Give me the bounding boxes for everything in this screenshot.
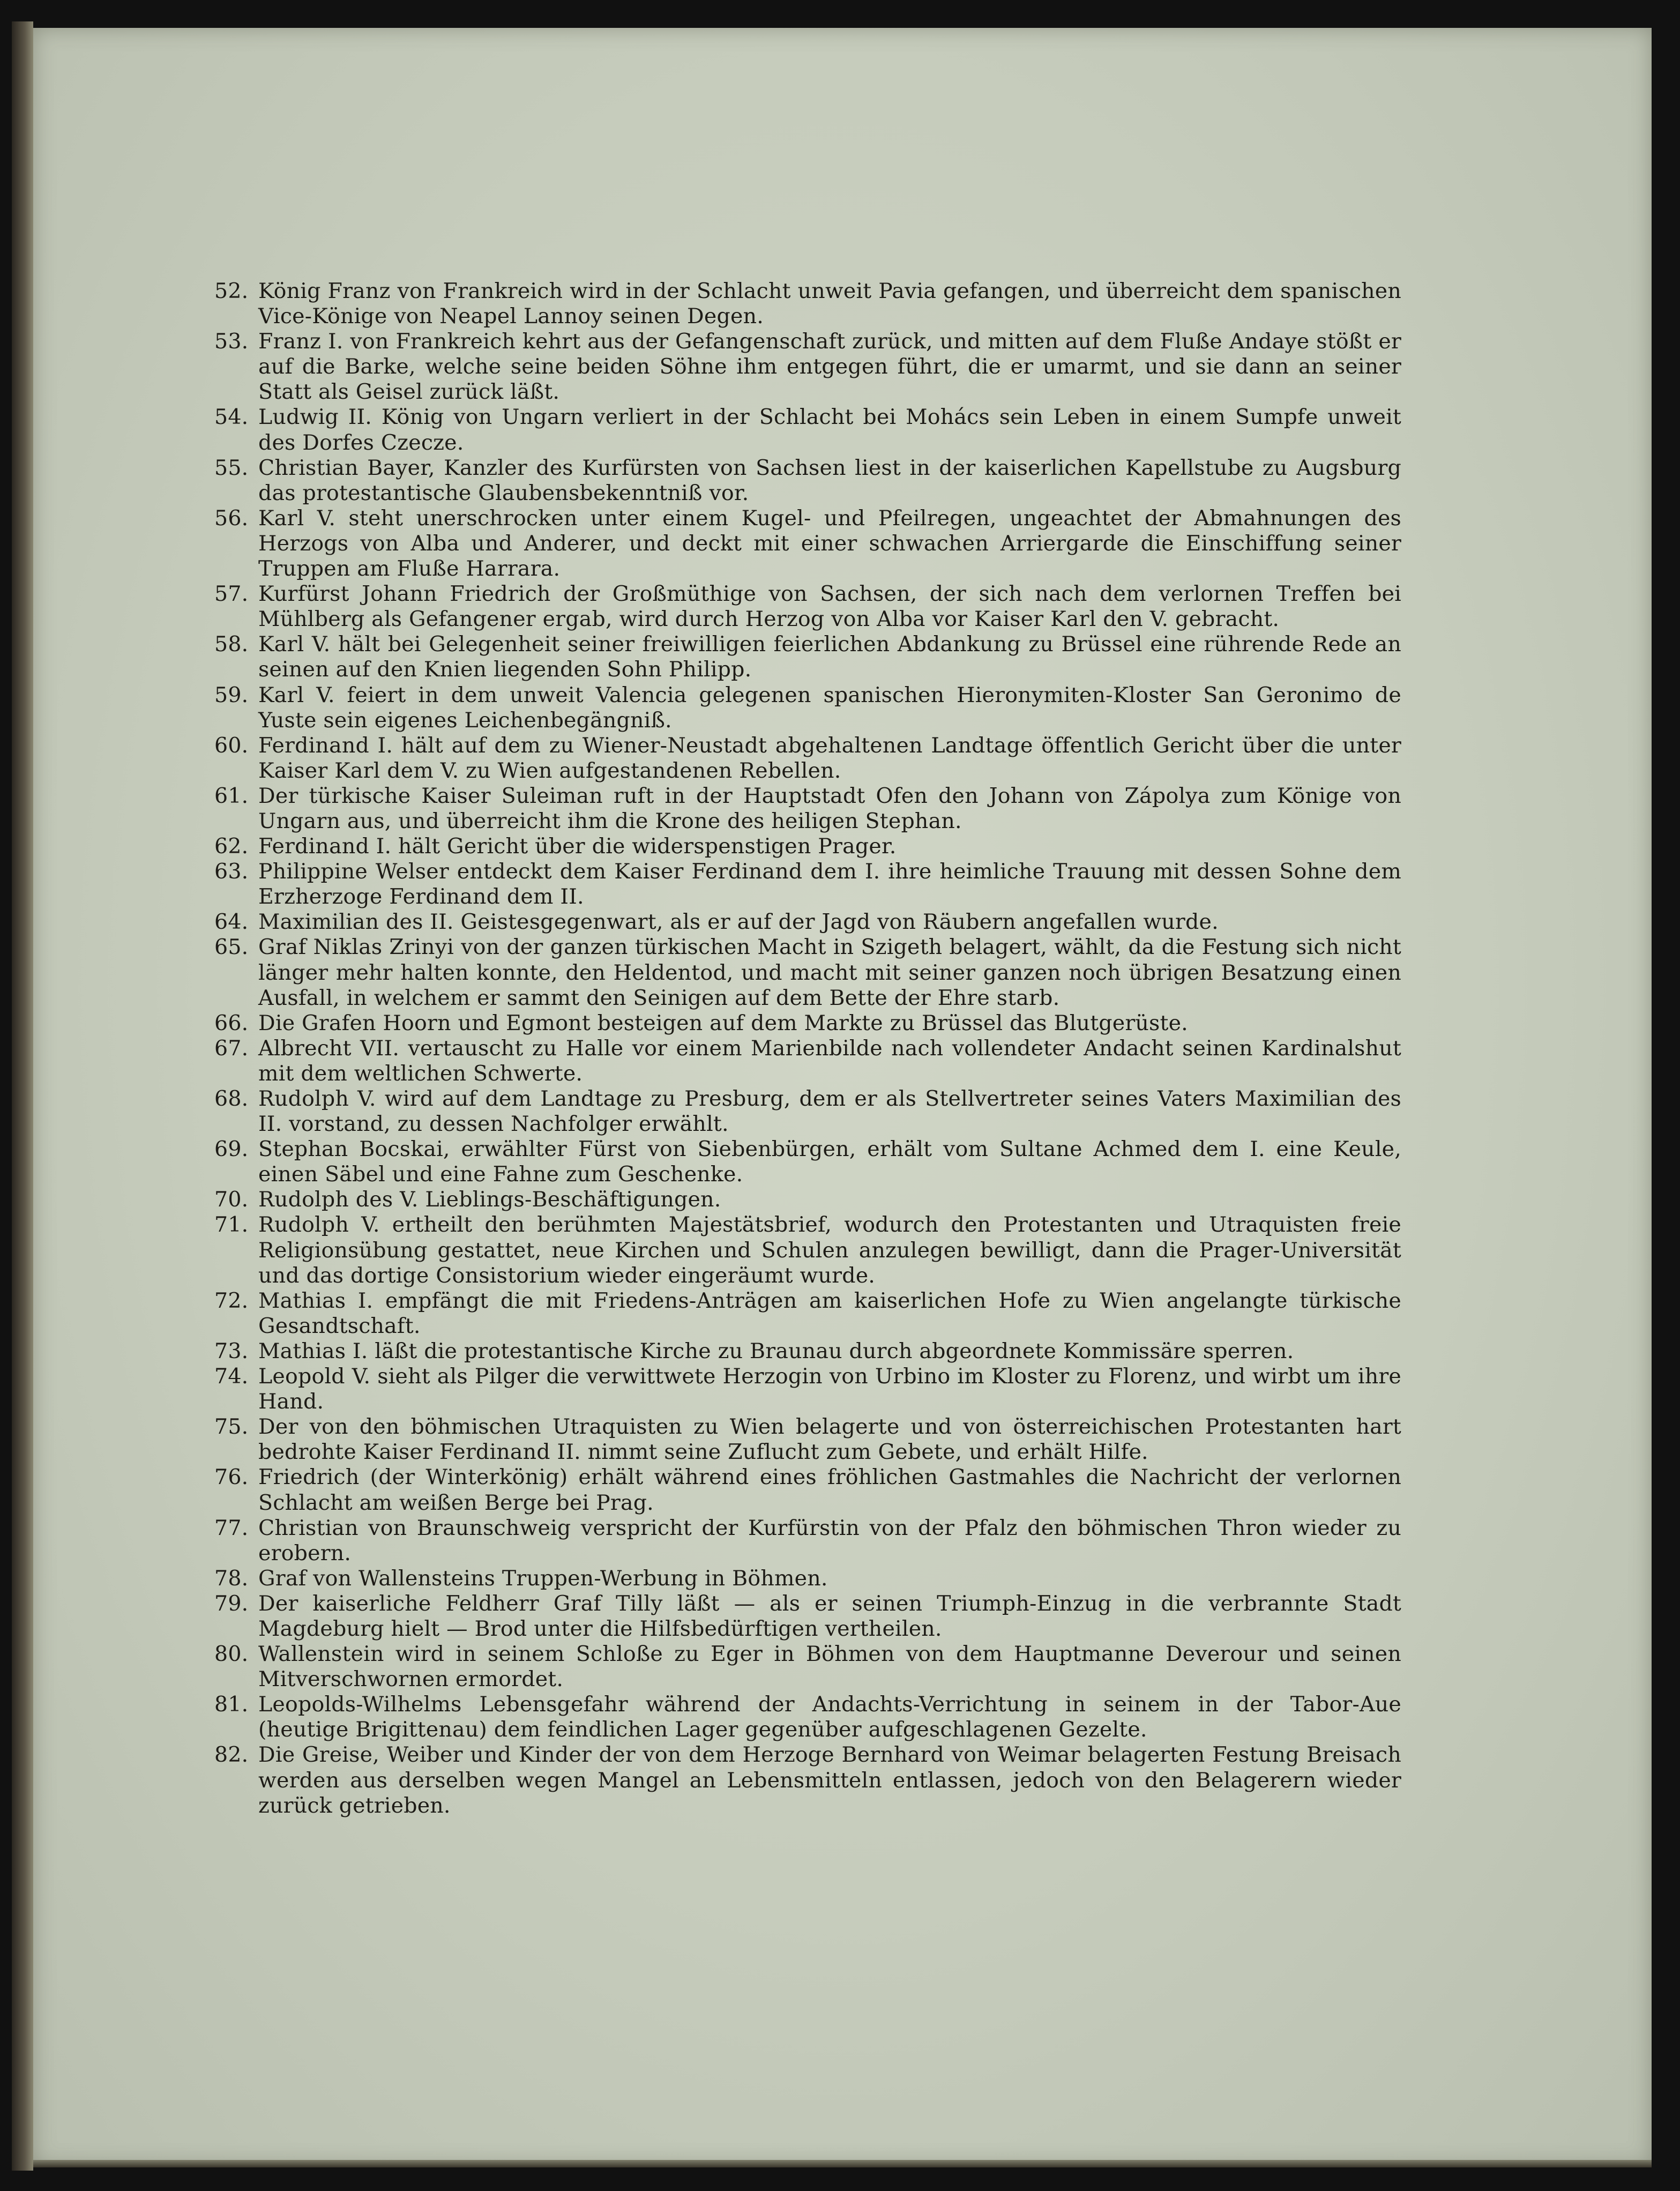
list-item [214, 784, 1401, 834]
entry-text: Graf von Wallensteins Truppen-Werbung in Böhmen. [258, 1566, 828, 1591]
list-item [214, 1566, 1401, 1591]
list-item [214, 1465, 1401, 1515]
entry-number: 62. [214, 834, 249, 859]
list-item [214, 733, 1401, 784]
entry-number: 78. [214, 1566, 249, 1591]
entry-text: Die Grafen Hoorn und Egmont besteigen auf dem Markte zu Brüssel das Blutgerüste. [258, 1010, 1188, 1035]
page-binding-edge [12, 21, 33, 2171]
list-item [214, 1364, 1401, 1414]
list-item [214, 910, 1401, 935]
entry-list [214, 279, 1401, 1819]
list-item [214, 1137, 1401, 1187]
entry-number: 74. [214, 1364, 249, 1389]
list-item [214, 632, 1401, 682]
list-item [214, 1692, 1401, 1742]
list-item [214, 859, 1401, 910]
entry-number: 79. [214, 1591, 249, 1616]
entry-text: Karl V. feiert in dem unweit Valencia gelegenen spanischen Hieronymiten-Kloster San Geronimo de Yuste sein eigenes Leichenbegängniß. [258, 682, 1401, 733]
entry-number: 57. [214, 582, 249, 607]
entry-text: Rudolph des V. Lieblings-Beschäftigungen. [258, 1187, 721, 1212]
list-item [214, 1642, 1401, 1692]
entry-number: 59. [214, 682, 249, 707]
entry-number: 61. [214, 783, 249, 808]
entry-number: 69. [214, 1137, 249, 1162]
entry-text: Der von den böhmischen Utraquisten zu Wien belagerte und von österreichischen Protestanten hart bedrohte Kaiser Ferdinand II. nimmt seine Zuflucht zum Gebete, und erhält Hilfe. [258, 1414, 1401, 1465]
entry-text: Leopold V. sieht als Pilger die verwittwete Herzogin von Urbino im Kloster zu Florenz, und wirbt um ihre Hand. [258, 1364, 1401, 1414]
list-item [214, 1288, 1401, 1339]
entry-text: Karl V. hält bei Gelegenheit seiner freiwilligen feierlichen Abdankung zu Brüssel eine rührende Rede an seinen auf den Knien liegenden Sohn Philipp. [258, 632, 1401, 682]
entry-text: Friedrich (der Winterkönig) erhält während eines fröhlichen Gastmahles die Nachricht der verlornen Schlacht am weißen Berge bei Prag. [258, 1465, 1401, 1515]
entry-number: 82. [214, 1742, 249, 1768]
entry-number: 77. [214, 1515, 249, 1540]
entry-number: 80. [214, 1642, 249, 1667]
entry-number: 56. [214, 505, 249, 531]
entry-text: Der kaiserliche Feldherr Graf Tilly läßt — als er seinen Triumph-Einzug in die verbrannte Stadt Magdeburg hielt — Brod unter die Hilfsbedürftigen vertheilen. [258, 1591, 1401, 1641]
list-item [214, 279, 1401, 329]
entry-number: 70. [214, 1187, 249, 1212]
entry-number: 64. [214, 910, 249, 935]
entry-text: Franz I. von Frankreich kehrt aus der Gefangenschaft zurück, und mitten auf dem Fluße Andaye stößt er auf die Barke, welche seine beiden Söhne ihm entgegen führt, die er umarmt, und sie dann an seiner Statt als Geisel zurück läßt. [258, 329, 1401, 405]
list-item [214, 1516, 1401, 1566]
entry-text: Der türkische Kaiser Suleiman ruft in der Hauptstadt Ofen den Johann von Zápolya zum Könige von Ungarn aus, und überreicht ihm die Krone des heiligen Stephan. [258, 783, 1401, 833]
entry-number: 68. [214, 1086, 249, 1111]
list-item [214, 329, 1401, 405]
entry-text: Karl V. steht unerschrocken unter einem Kugel- und Pfeilregen, ungeachtet der Abmahnungen des Herzogs von Alba und Anderer, und deckt mit einer schwachen Arriergarde die Einschiffung seiner Truppen am Fluße Harrara. [258, 505, 1401, 582]
list-item [214, 1339, 1401, 1364]
list-item [214, 1187, 1401, 1212]
list-item [214, 1212, 1401, 1288]
entry-number: 52. [214, 279, 249, 303]
entry-number: 58. [214, 632, 249, 657]
entry-text: Mathias I. empfängt die mit Friedens-Anträgen am kaiserlichen Hofe zu Wien angelangte türkische Gesandtschaft. [258, 1288, 1401, 1338]
list-item [214, 683, 1401, 733]
entry-number: 76. [214, 1465, 249, 1490]
page-bottom-edge [33, 2160, 1652, 2167]
entry-number: 54. [214, 405, 249, 430]
list-item [214, 1414, 1401, 1465]
entry-number: 66. [214, 1010, 249, 1035]
list-item [214, 1742, 1401, 1818]
entry-number: 71. [214, 1212, 249, 1238]
entry-text: Philippine Welser entdeckt dem Kaiser Ferdinand dem I. ihre heimliche Trauung mit dessen Sohne dem Erzherzoge Ferdinand dem II. [258, 859, 1401, 910]
list-item [214, 506, 1401, 582]
list-item [214, 1591, 1401, 1642]
entry-text: Rudolph V. ertheilt den berühmten Majestätsbrief, wodurch den Protestanten und Utraquisten freie Religionsübung gestattet, neue Kirchen und Schulen anzulegen bewilligt, dann die Prager-Universität und das dortige Consistorium wieder eingeräumt wurde. [258, 1212, 1401, 1288]
entry-number: 55. [214, 455, 249, 480]
entry-text: Ferdinand I. hält auf dem zu Wiener-Neustadt abgehaltenen Landtage öffentlich Gericht über die unter Kaiser Karl dem V. zu Wien aufgestandenen Rebellen. [258, 733, 1401, 783]
entry-text: Leopolds-Wilhelms Lebensgefahr während der Andachts-Verrichtung in seinem in der Tabor-Aue (heutige Brigittenau) dem feindlichen Lager gegenüber aufgeschlagenen Gezelte. [258, 1692, 1401, 1742]
entry-text: Christian von Braunschweig verspricht der Kurfürstin von der Pfalz den böhmischen Thron wieder zu erobern. [258, 1515, 1401, 1566]
list-item [214, 1086, 1401, 1137]
entry-number: 53. [214, 329, 249, 354]
entry-number: 63. [214, 859, 249, 884]
entry-number: 73. [214, 1338, 249, 1363]
entry-text: Rudolph V. wird auf dem Landtage zu Presburg, dem er als Stellvertreter seines Vaters Maximilian des II. vorstand, zu dessen Nachfolger erwählt. [258, 1086, 1401, 1137]
entry-text: Kurfürst Johann Friedrich der Großmüthige von Sachsen, der sich nach dem verlornen Treffen bei Mühlberg als Gefangener ergab, wird durch Herzog von Alba vor Kaiser Karl den V. gebracht. [258, 582, 1401, 632]
entry-text: Die Greise, Weiber und Kinder der von dem Herzoge Bernhard von Weimar belagerten Festung Breisach werden aus derselben wegen Mangel an Lebensmitteln entlassen, jedoch von den Belagerern wieder zurück getrieben. [258, 1742, 1401, 1818]
entry-number: 72. [214, 1288, 249, 1313]
list-item [214, 935, 1401, 1010]
list-item [214, 1011, 1401, 1036]
entry-text: Christian Bayer, Kanzler des Kurfürsten von Sachsen liest in der kaiserlichen Kapellstube zu Augsburg das protestantische Glaubensbekenntniß vor. [258, 455, 1401, 505]
entry-text: Maximilian des II. Geistesgegenwart, als er auf der Jagd von Räubern angefallen wurde. [258, 910, 1219, 935]
entry-text: König Franz von Frankreich wird in der Schlacht unweit Pavia gefangen, und überreicht dem spanischen Vice-Könige von Neapel Lannoy seinen Degen. [258, 279, 1401, 329]
entry-text: Stephan Bocskai, erwählter Fürst von Siebenbürgen, erhält vom Sultane Achmed dem I. eine Keule, einen Säbel und eine Fahne zum Geschenke. [258, 1137, 1401, 1187]
list-item [214, 834, 1401, 859]
entry-text: Graf Niklas Zrinyi von der ganzen türkischen Macht in Szigeth belagert, wählt, da die Festung sich nicht länger mehr halten konnte, den Heldentod, und macht mit seiner ganzen noch übrigen Besatzung einen Ausfall, in welchem er sammt den Seinigen auf dem Bette der Ehre starb. [258, 935, 1401, 1010]
list-item [214, 405, 1401, 455]
list-item [214, 456, 1401, 506]
entry-text: Albrecht VII. vertauscht zu Halle vor einem Marienbilde nach vollendeter Andacht seinen Kardinalshut mit dem weltlichen Schwerte. [258, 1035, 1401, 1086]
entry-number: 67. [214, 1035, 249, 1061]
entry-text: Wallenstein wird in seinem Schloße zu Eger in Böhmen von dem Hauptmanne Deverour und seinen Mitverschwornen ermordet. [258, 1642, 1401, 1692]
entry-text: Mathias I. läßt die protestantische Kirche zu Braunau durch abgeordnete Kommissäre sperren. [258, 1338, 1294, 1363]
entry-text: Ludwig II. König von Ungarn verliert in der Schlacht bei Mohács sein Leben in einem Sumpfe unweit des Dorfes Czecze. [258, 405, 1401, 455]
entry-number: 65. [214, 935, 249, 960]
entry-number: 81. [214, 1692, 249, 1717]
entry-number: 60. [214, 733, 249, 758]
list-item [214, 1036, 1401, 1086]
entry-text: Ferdinand I. hält Gericht über die widerspenstigen Prager. [258, 834, 897, 859]
list-item [214, 582, 1401, 632]
entry-number: 75. [214, 1414, 249, 1440]
